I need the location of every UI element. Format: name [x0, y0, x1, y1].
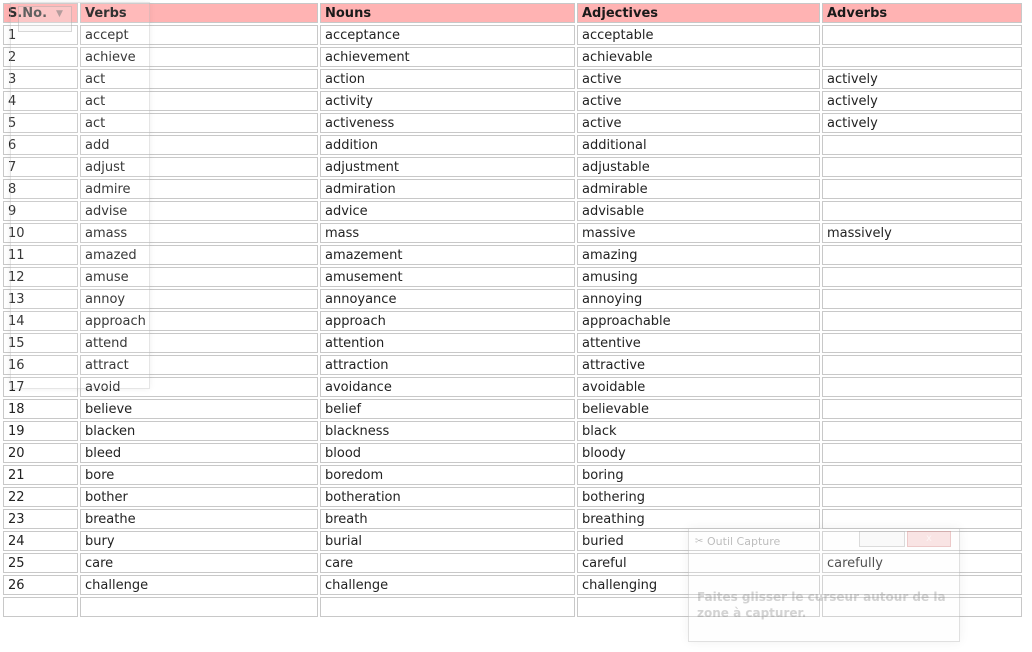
cell-adverb: [822, 421, 1022, 441]
table-row: [3, 465, 1022, 485]
cell-noun: care: [320, 553, 575, 573]
cell-sno: 9: [3, 201, 78, 221]
cell-sno: [3, 597, 78, 617]
cell-verb: amuse: [80, 267, 318, 287]
cell-sno: 10: [3, 223, 78, 243]
cell-adverb: [822, 399, 1022, 419]
cell-noun: amusement: [320, 267, 575, 287]
cell-noun: activity: [320, 91, 575, 111]
cell-sno: 11: [3, 245, 78, 265]
cell-verb: breathe: [80, 509, 318, 529]
cell-adjective: amazing: [577, 245, 820, 265]
table-row: [3, 487, 1022, 507]
cell-adverb: [822, 355, 1022, 375]
table-row: [3, 25, 1022, 45]
cell-sno: 14: [3, 311, 78, 331]
cell-adjective: believable: [577, 399, 820, 419]
capture-close-button[interactable]: x: [907, 531, 951, 547]
cell-adjective: bothering: [577, 487, 820, 507]
cell-verb: achieve: [80, 47, 318, 67]
cell-verb: challenge: [80, 575, 318, 595]
cell-adjective: active: [577, 91, 820, 111]
header-adjectives: Adjectives: [577, 3, 820, 23]
cell-sno: 20: [3, 443, 78, 463]
cell-sno: 1: [3, 25, 78, 45]
table-row: [3, 355, 1022, 375]
cell-sno: 2: [3, 47, 78, 67]
faint-overlay-panel: [10, 2, 150, 389]
cell-noun: avoidance: [320, 377, 575, 397]
cell-adverb: [822, 135, 1022, 155]
word-forms-table: [1, 1, 1024, 619]
cell-adjective: black: [577, 421, 820, 441]
cell-noun: approach: [320, 311, 575, 331]
cell-noun: achievement: [320, 47, 575, 67]
cell-noun: activeness: [320, 113, 575, 133]
header-adverbs: Adverbs: [822, 3, 1022, 23]
table-row: [3, 443, 1022, 463]
header-sno: S.No.: [3, 3, 78, 23]
cell-adjective: buried: [577, 531, 820, 551]
cell-verb: avoid: [80, 377, 318, 397]
scissors-icon: ✂: [695, 536, 704, 547]
cell-noun: advice: [320, 201, 575, 221]
cell-verb: add: [80, 135, 318, 155]
cell-adjective: amusing: [577, 267, 820, 287]
cell-adverb: [822, 179, 1022, 199]
cell-adjective: attentive: [577, 333, 820, 353]
cell-verb: attract: [80, 355, 318, 375]
cell-sno: 22: [3, 487, 78, 507]
table-header-row: [3, 3, 1022, 23]
cell-noun: blood: [320, 443, 575, 463]
cell-verb: attend: [80, 333, 318, 353]
cell-sno: 3: [3, 69, 78, 89]
header-nouns: Nouns: [320, 3, 575, 23]
cell-noun: boredom: [320, 465, 575, 485]
cell-noun: belief: [320, 399, 575, 419]
cell-sno: 15: [3, 333, 78, 353]
cell-noun: attention: [320, 333, 575, 353]
cell-adjective: challenging: [577, 575, 820, 595]
cell-noun: acceptance: [320, 25, 575, 45]
cell-adverb: [822, 377, 1022, 397]
cell-sno: 26: [3, 575, 78, 595]
faint-overlay-button[interactable]: [18, 6, 72, 32]
cell-verb: bleed: [80, 443, 318, 463]
cell-noun: action: [320, 69, 575, 89]
cell-sno: 21: [3, 465, 78, 485]
capture-tool-title: Outil Capture: [707, 535, 781, 548]
cell-verb: admire: [80, 179, 318, 199]
cell-adjective: boring: [577, 465, 820, 485]
table-row: [3, 421, 1022, 441]
cell-adjective: breathing: [577, 509, 820, 529]
cell-sno: 24: [3, 531, 78, 551]
cell-noun: breath: [320, 509, 575, 529]
cell-verb: act: [80, 91, 318, 111]
cell-noun: [320, 597, 575, 617]
cell-verb: bore: [80, 465, 318, 485]
cell-noun: annoyance: [320, 289, 575, 309]
cell-adjective: admirable: [577, 179, 820, 199]
cell-sno: 6: [3, 135, 78, 155]
table-row: [3, 311, 1022, 331]
table-row: [3, 47, 1022, 67]
table-row: [3, 201, 1022, 221]
cell-adverb: actively: [822, 69, 1022, 89]
table-row: [3, 245, 1022, 265]
cell-adverb: [822, 267, 1022, 287]
cell-sno: 19: [3, 421, 78, 441]
cell-adverb: [822, 443, 1022, 463]
cell-noun: addition: [320, 135, 575, 155]
cell-sno: 4: [3, 91, 78, 111]
cell-adjective: additional: [577, 135, 820, 155]
cell-adjective: massive: [577, 223, 820, 243]
table-row: [3, 289, 1022, 309]
cell-adjective: annoying: [577, 289, 820, 309]
cell-verb: believe: [80, 399, 318, 419]
cell-noun: mass: [320, 223, 575, 243]
cell-sno: 16: [3, 355, 78, 375]
cell-sno: 12: [3, 267, 78, 287]
cell-verb: care: [80, 553, 318, 573]
cell-adverb: actively: [822, 113, 1022, 133]
cell-adverb: [822, 333, 1022, 353]
cell-adverb: [822, 201, 1022, 221]
cell-adverb: [822, 311, 1022, 331]
cell-verb: act: [80, 113, 318, 133]
cell-noun: botheration: [320, 487, 575, 507]
cell-noun: adjustment: [320, 157, 575, 177]
capture-minimize-button[interactable]: [859, 531, 905, 547]
cell-adverb: [822, 465, 1022, 485]
table-row: [3, 399, 1022, 419]
cell-adjective: bloody: [577, 443, 820, 463]
cell-adverb: [822, 47, 1022, 67]
cell-adverb: [822, 487, 1022, 507]
table-row: [3, 509, 1022, 529]
cell-adjective: avoidable: [577, 377, 820, 397]
table-row: [3, 179, 1022, 199]
cell-verb: advise: [80, 201, 318, 221]
cell-sno: 13: [3, 289, 78, 309]
cell-sno: 23: [3, 509, 78, 529]
cell-verb: bother: [80, 487, 318, 507]
table-row: [3, 91, 1022, 111]
cell-sno: 17: [3, 377, 78, 397]
cell-adjective: careful: [577, 553, 820, 573]
table-row: [3, 157, 1022, 177]
cell-noun: admiration: [320, 179, 575, 199]
cell-adverb: [822, 289, 1022, 309]
cell-adjective: adjustable: [577, 157, 820, 177]
cell-verb: approach: [80, 311, 318, 331]
cell-adjective: attractive: [577, 355, 820, 375]
capture-instructions: Faites glisser le curseur autour de la zone à capturer.: [697, 590, 946, 620]
cell-adjective: active: [577, 113, 820, 133]
cell-adverb: carefully: [822, 553, 1022, 573]
cell-sno: 18: [3, 399, 78, 419]
cell-verb: act: [80, 69, 318, 89]
cell-verb: adjust: [80, 157, 318, 177]
cell-verb: annoy: [80, 289, 318, 309]
table-row: [3, 223, 1022, 243]
table-row: [3, 267, 1022, 287]
table-row: [3, 113, 1022, 133]
cell-adjective: active: [577, 69, 820, 89]
cell-verb: amass: [80, 223, 318, 243]
header-verbs: Verbs: [80, 3, 318, 23]
capture-tool-dialog: [688, 528, 960, 642]
cell-adjective: approachable: [577, 311, 820, 331]
cell-adjective: acceptable: [577, 25, 820, 45]
cell-sno: 8: [3, 179, 78, 199]
cell-noun: burial: [320, 531, 575, 551]
cell-adverb: actively: [822, 91, 1022, 111]
table-row: [3, 69, 1022, 89]
cell-verb: accept: [80, 25, 318, 45]
cell-adverb: [822, 509, 1022, 529]
cell-adjective: advisable: [577, 201, 820, 221]
cell-noun: attraction: [320, 355, 575, 375]
chevron-down-icon: ▼: [56, 9, 63, 19]
cell-verb: bury: [80, 531, 318, 551]
cell-verb: [80, 597, 318, 617]
cell-verb: amazed: [80, 245, 318, 265]
table-row: [3, 377, 1022, 397]
cell-noun: challenge: [320, 575, 575, 595]
cell-adjective: achievable: [577, 47, 820, 67]
cell-noun: amazement: [320, 245, 575, 265]
cell-adverb: [822, 157, 1022, 177]
table-row: [3, 333, 1022, 353]
table-row: [3, 135, 1022, 155]
cell-adverb: [822, 245, 1022, 265]
cell-sno: 5: [3, 113, 78, 133]
cell-sno: 7: [3, 157, 78, 177]
cell-adverb: massively: [822, 223, 1022, 243]
cell-adverb: [822, 25, 1022, 45]
cell-noun: blackness: [320, 421, 575, 441]
cell-sno: 25: [3, 553, 78, 573]
cell-verb: blacken: [80, 421, 318, 441]
